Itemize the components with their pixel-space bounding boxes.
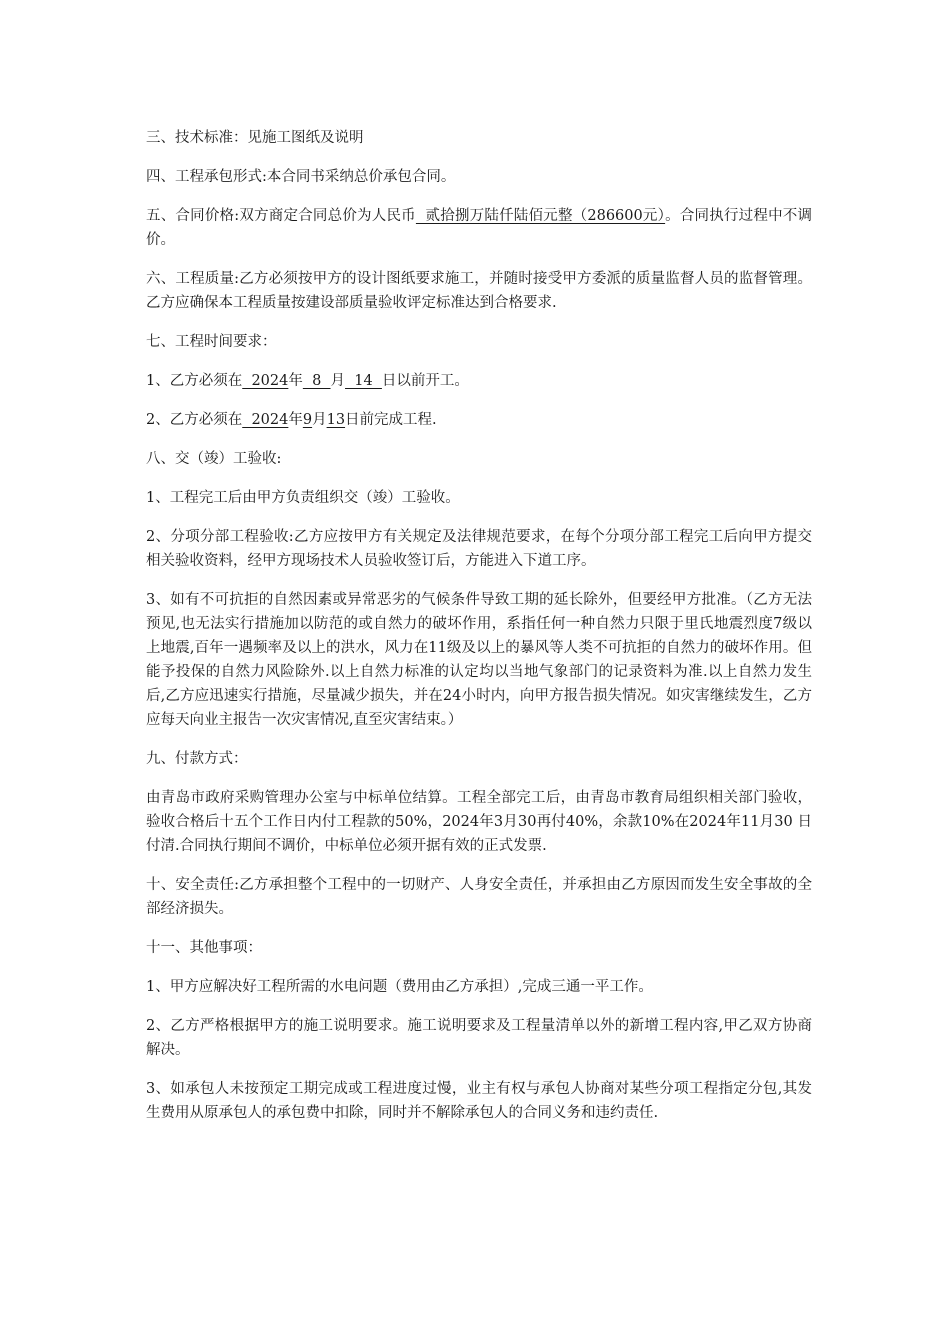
clause-payment-title: 九、付款方式： [146, 751, 248, 767]
clause-contract-price [146, 204, 812, 252]
start-day: 14 [345, 373, 382, 389]
clause-acceptance-title: 八、交（竣）工验收: [146, 451, 282, 467]
contract-price-suffix: 。合同执行过程中不调价。 [146, 208, 813, 248]
schedule-start-date [146, 369, 812, 393]
finish-month: 9 [302, 412, 313, 428]
finish-year-unit: 年 [288, 412, 303, 428]
finish-day: 13 [326, 412, 346, 428]
clause-other-title: 十一、其他事项： [146, 940, 262, 956]
start-suffix: 日以前开工。 [381, 373, 469, 389]
acceptance-item-3: 3、如有不可抗拒的自然因素或异常恶劣的气候条件导致工期的延长除外，但要经甲方批准。（乙方无法预见,也无法实行措施加以防范的或自然力的破坏作用，系指任何一种自然力只限于里氏地震烈度7级以上地震,百年一遇频率及以上的洪水，风力在11级及以上的暴风等人类不可抗拒的自然力的破坏作用。但能予投保的自然力风险除外.以上自然力标准的认定均以当地气象部门的记录资料为准.以上自然力发生后,乙方应迅速实行措施，尽量减少损失，并在24小时内，向甲方报告损失情况。如灾害继续发生，乙方应每天向业主报告一次灾害情况,直至灾害结束。） [146, 592, 812, 728]
finish-prefix: 2、乙方必须在 [146, 412, 243, 428]
clause-contract-form: 四、工程承包形式:本合同书采纳总价承包合同。 [146, 169, 456, 185]
payment-terms: 由青岛市政府采购管理办公室与中标单位结算。工程全部完工后，由青岛市教育局组织相关部门验收，验收合格后十五个工作日内付工程款的50%，2024年3月30再付40%，余款10%在2024年11月30 日付清.合同执行期间不调价，中标单位必须开据有效的正式发票. [146, 790, 812, 854]
start-prefix: 1、乙方必须在 [146, 373, 243, 389]
start-year-unit: 年 [288, 373, 303, 389]
schedule-finish-date [146, 408, 812, 432]
contract-body [146, 126, 812, 1140]
clause-safety: 十、安全责任:乙方承担整个工程中的一切财产、人身安全责任，并承担由乙方原因而发生安全事故的全部经济损失。 [146, 877, 812, 917]
contract-price-prefix: 五、合同价格:双方商定合同总价为人民币 [146, 208, 416, 224]
start-month: 8 [302, 373, 331, 389]
other-item-1: 1、甲方应解决好工程所需的水电问题（费用由乙方承担）,完成三通一平工作。 [146, 979, 653, 995]
clause-schedule-title: 七、工程时间要求： [146, 334, 277, 350]
finish-month-unit: 月 [312, 412, 327, 428]
other-item-3: 3、如承包人未按预定工期完成或工程进度过慢，业主有权与承包人协商对某些分项工程指定分包,其发生费用从原承包人的承包费中扣除，同时并不解除承包人的合同义务和违约责任. [146, 1081, 812, 1121]
clause-technical-standard: 三、技术标准：见施工图纸及说明 [146, 130, 364, 146]
contract-price-amount: 贰拾捌万陆仟陆佰元整（286600元） [415, 208, 666, 224]
start-year: 2024 [242, 373, 289, 389]
acceptance-item-1: 1、工程完工后由甲方负责组织交（竣）工验收。 [146, 490, 460, 506]
other-item-2: 2、乙方严格根据甲方的施工说明要求。施工说明要求及工程量清单以外的新增工程内容,甲乙双方协商解决。 [146, 1018, 812, 1058]
finish-suffix: 日前完成工程. [345, 412, 437, 428]
acceptance-item-2: 2、分项分部工程验收:乙方应按甲方有关规定及法律规范要求，在每个分项分部工程完工后向甲方提交相关验收资料，经甲方现场技术人员验收签订后，方能进入下道工序。 [146, 529, 812, 569]
start-month-unit: 月 [330, 373, 346, 389]
clause-quality: 六、工程质量:乙方必须按甲方的设计图纸要求施工，并随时接受甲方委派的质量监督人员的监督管理。乙方应确保本工程质量按建设部质量验收评定标准达到合格要求. [146, 271, 812, 311]
finish-year: 2024 [242, 412, 289, 428]
